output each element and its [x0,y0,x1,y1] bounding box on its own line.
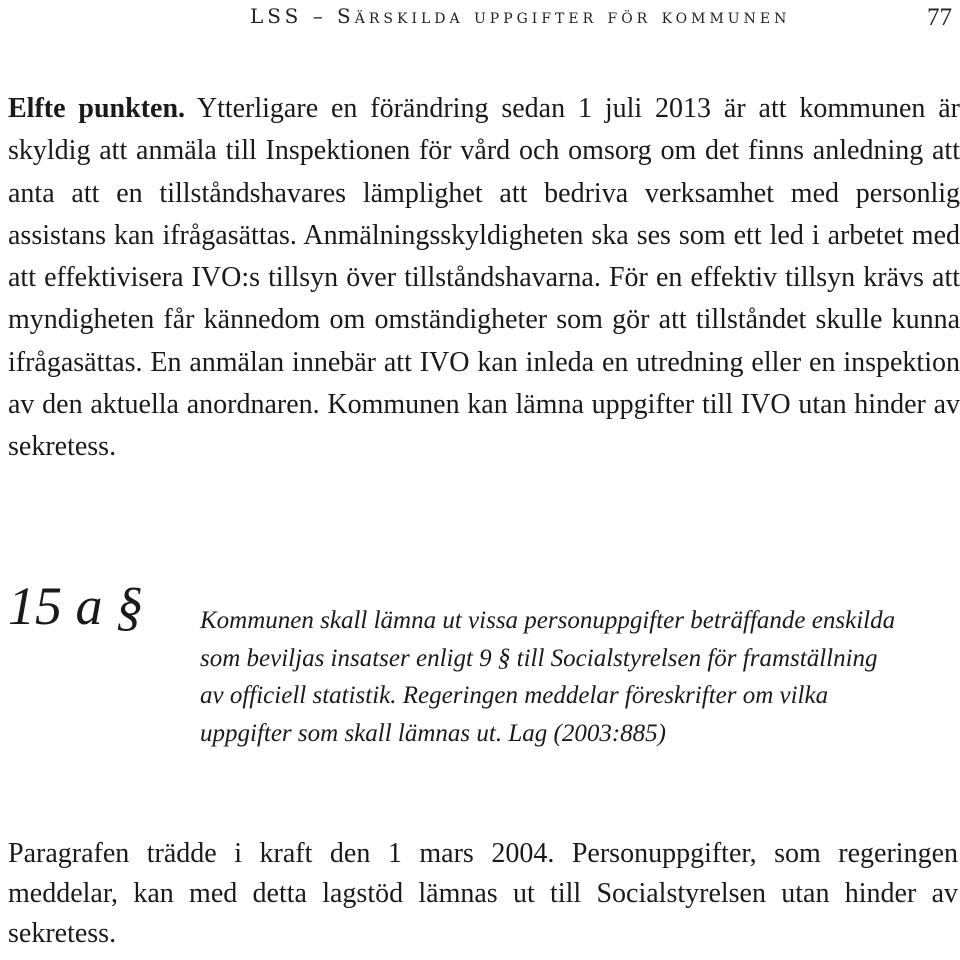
closing-paragraph: Paragrafen trädde i kraft den 1 mars 2004. Personuppgifter, som regeringen meddelar, kan med detta lagstöd lämnas ut till Socialstyrelsen utan hinder av sekretess. [8,838,958,949]
paragraph-text: Ytterligare en förändring sedan 1 juli 2013 är att kommunen är skyldig att anmäla till Inspektionen för vård och omsorg om det finns anledning att anta att en tillståndshavares lämplighet att bedriva verksamhet med personlig assistans kan ifrågasättas. Anmälningsskyldigheten ska ses som ett led i arbetet med att effektivisera IVO:s tillsyn över tillståndshavarna. För en effektiv tillsyn krävs att myndigheten får kännedom om omständigheter som gör att tillståndet skulle kunna ifrågasättas. En anmälan innebär att IVO kan inleda en utredning eller en inspektion av den aktuella anordnaren. Kommunen kan lämna uppgifter till IVO utan hinder av sekretess. [8,93,960,463]
running-header-title: LSS – Särskilda uppgifter för kommunen [250,4,791,28]
body-paragraph [8,88,960,469]
statute-text: Kommunen skall lämna ut vissa personuppgifter beträffande enskilda som beviljas insatser enligt 9 § till Socialstyrelsen för framställning av officiell statistik. Regeringen meddelar föreskrifter om vilka uppgifter som skall lämnas ut. Lag (2003:885) [200,607,896,747]
statute-section [8,576,960,796]
page-number: 77 [927,4,952,31]
paragraph-lead: Elfte punkten. [8,93,186,124]
section-label: 15 a § [8,576,143,636]
